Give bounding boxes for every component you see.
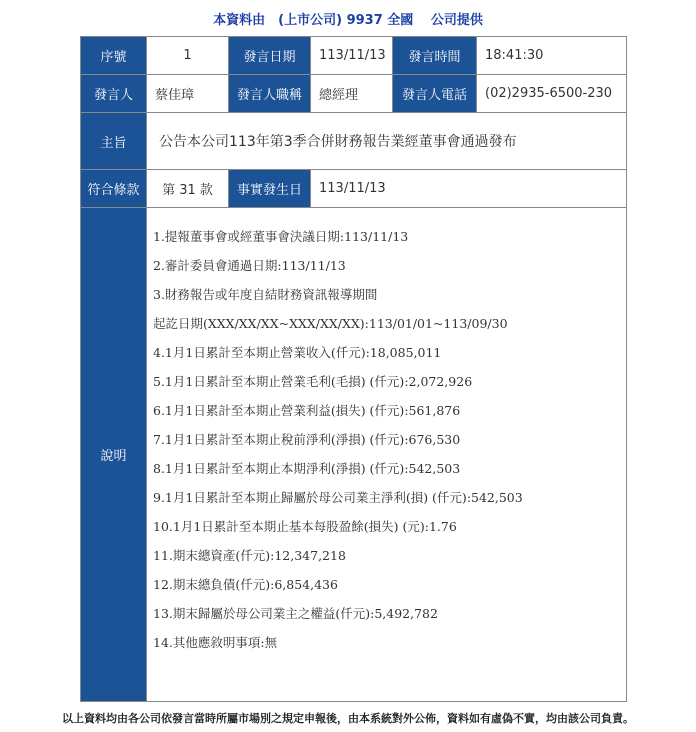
subject-label: 主旨 <box>81 113 147 170</box>
announcement-table <box>80 36 627 702</box>
description-line: 12.期末總負債(仟元):6,854,436 <box>153 577 338 592</box>
speaker-phone-value: (02)2935-6500-230 <box>477 75 627 113</box>
speaker-title-value: 總經理 <box>311 75 393 113</box>
row-speaker <box>81 75 627 113</box>
page-header: 本資料由 (上市公司) 9937 全國 公司提供 <box>213 13 483 28</box>
description-line: 2.審計委員會通過日期:113/11/13 <box>153 258 346 273</box>
date-label: 發言日期 <box>229 37 311 75</box>
description-line: 起訖日期(XXX/XX/XX~XXX/XX/XX):113/01/01~113/09/30 <box>153 316 508 331</box>
description-line: 1.提報董事會或經董事會決議日期:113/11/13 <box>153 229 409 244</box>
row-seq-date-time <box>81 37 627 75</box>
time-label: 發言時間 <box>393 37 477 75</box>
fact-date-value: 113/11/13 <box>311 170 627 208</box>
subject-value: 公告本公司113年第3季合併財務報告業經董事會通過發布 <box>147 113 627 170</box>
speaker-label: 發言人 <box>81 75 147 113</box>
description-line: 11.期末總資產(仟元):12,347,218 <box>153 548 346 563</box>
description-line: 6.1月1日累計至本期止營業利益(損失) (仟元):561,876 <box>153 403 461 418</box>
time-value: 18:41:30 <box>477 37 627 75</box>
clause-label: 符合條款 <box>81 170 147 208</box>
description-line: 9.1月1日累計至本期止歸屬於母公司業主淨利(損) (仟元):542,503 <box>153 490 523 505</box>
description-line: 10.1月1日累計至本期止基本每股盈餘(損失) (元):1.76 <box>153 519 457 534</box>
row-subject <box>81 113 627 170</box>
speaker-title-label: 發言人職稱 <box>229 75 311 113</box>
seq-value: 1 <box>147 37 229 75</box>
description-body <box>147 208 627 702</box>
seq-label: 序號 <box>81 37 147 75</box>
description-label: 說明 <box>81 208 147 702</box>
description-line: 3.財務報告或年度自結財務資訊報導期間 <box>153 287 378 302</box>
clause-value: 第 31 款 <box>147 170 229 208</box>
disclaimer-footer: 以上資料均由各公司依發言當時所屬市場別之規定申報後，由本系統對外公佈，資料如有虛偽不實，均由該公司負責。 <box>62 712 634 725</box>
speaker-phone-label: 發言人電話 <box>393 75 477 113</box>
description-line: 7.1月1日累計至本期止稅前淨利(淨損) (仟元):676,530 <box>153 432 461 447</box>
row-description <box>81 208 627 702</box>
description-line: 13.期末歸屬於母公司業主之權益(仟元):5,492,782 <box>153 606 438 621</box>
speaker-value: 蔡佳璋 <box>147 75 229 113</box>
date-value: 113/11/13 <box>311 37 393 75</box>
description-line: 14.其他應敘明事項:無 <box>153 635 278 650</box>
description-line: 5.1月1日累計至本期止營業毛利(毛損) (仟元):2,072,926 <box>153 374 473 389</box>
row-clause <box>81 170 627 208</box>
description-line: 4.1月1日累計至本期止營業收入(仟元):18,085,011 <box>153 345 442 360</box>
fact-date-label: 事實發生日 <box>229 170 311 208</box>
description-line: 8.1月1日累計至本期止本期淨利(淨損) (仟元):542,503 <box>153 461 461 476</box>
